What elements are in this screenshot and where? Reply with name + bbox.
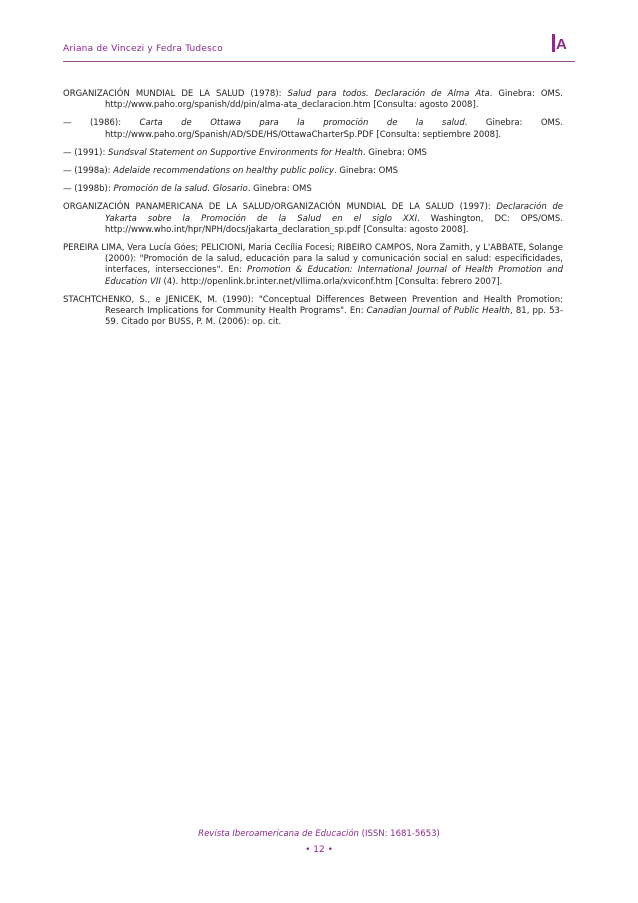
reference-text: . Washington, DC: OPS/OMS. http://www.who.int/hpr/NPH/docs/jakarta_declaration_sp.pdf [Consulta: agosto 2008]. — [105, 213, 563, 235]
reference-title: Canadian Journal of Public Health — [366, 306, 511, 317]
reference-text: PEREIRA LIMA, Vera Lucía Góes; PELICIONI, Maria Cecília Focesi; RIBEIRO CAMPOS, Nora Zamith, y L'ABBATE, Solange (2000): "Promoción de la salud, educación para la salud y comunicación social en salud: especificidades, interfaces, intersecciones". En: — [63, 243, 563, 276]
page-number: • 12 • — [305, 845, 333, 855]
references-list — [63, 89, 563, 335]
page-header — [63, 36, 575, 58]
reference-title: Adelaide recommendations on healthy public policy — [113, 166, 334, 177]
footer-journal: Revista Iberoamericana de Educación — [198, 829, 359, 839]
reference-title: Sundsval Statement on Supportive Environments for Health — [108, 147, 363, 158]
page-footer — [0, 829, 638, 839]
reference-entry — [63, 118, 563, 140]
footer-issn: (ISSN: 1681-5653) — [358, 829, 440, 839]
header-author: Ariana de Vincezi y Fedra Tudesco — [63, 44, 223, 54]
reference-text: — (1986): — [63, 118, 140, 129]
reference-text: — (1991): — [63, 147, 109, 158]
reference-text: . Ginebra: OMS — [247, 184, 312, 195]
reference-entry — [63, 202, 563, 236]
header-divider — [63, 61, 575, 62]
reference-title: Salud para todos. Declaración de Alma Ata — [287, 89, 490, 99]
reference-text: . Ginebra: OMS — [333, 166, 399, 177]
reference-text: ORGANIZACIÓN MUNDIAL DE LA SALUD (1978): — [63, 89, 288, 99]
reference-text: — (1998b): — [63, 184, 114, 195]
reference-entry — [63, 89, 563, 111]
reference-text: STACHTCHENKO, S., e JENICEK, M. (1990): "Conceptual Differences Between Prevention and Health Promotion: Research Implications for Community Health Programs". En: — [63, 294, 563, 317]
svg-text:A: A — [556, 36, 567, 52]
reference-text: — (1998a): — [63, 166, 114, 177]
reference-entry — [63, 166, 563, 177]
reference-text: . Ginebra: OMS. http://www.paho.org/spanish/dd/pin/alma-ata_declaracion.htm [Consulta: agosto 2008]. — [105, 89, 563, 111]
reference-text: (4). http://openlink.br.inter.net/vllima.orla/xviconf.htm [Consulta: febrero 2007]. — [160, 276, 503, 287]
reference-entry — [63, 148, 563, 159]
reference-entry — [63, 184, 563, 195]
reference-text: . Ginebra: OMS — [362, 147, 427, 158]
journal-logo-icon — [552, 34, 574, 52]
reference-title: Promotion & Education: International Journal of Health Promotion and Education VII — [105, 265, 563, 287]
reference-title: Promoción de la salud. Glosario — [113, 184, 248, 195]
reference-title: Carta de Ottawa para la promoción de la salud — [139, 118, 465, 129]
reference-entry — [63, 295, 563, 329]
reference-title: Declaración de Yakarta sobre la Promoción de la Salud en el siglo XXI — [105, 202, 563, 224]
reference-entry — [63, 243, 563, 288]
reference-text: , 81, pp. 53-59. Citado por BUSS, P. M. (2006): op. cit. — [105, 306, 564, 328]
reference-text: . Ginebra: OMS. http://www.paho.org/Spanish/AD/SDE/HS/OttawaCharterSp.PDF [Consulta: septiembre 2008]. — [105, 118, 563, 140]
reference-text: ORGANIZACIÓN PANAMERICANA DE LA SALUD/ORGANIZACIÓN MUNDIAL DE LA SALUD (1997): — [63, 202, 497, 213]
